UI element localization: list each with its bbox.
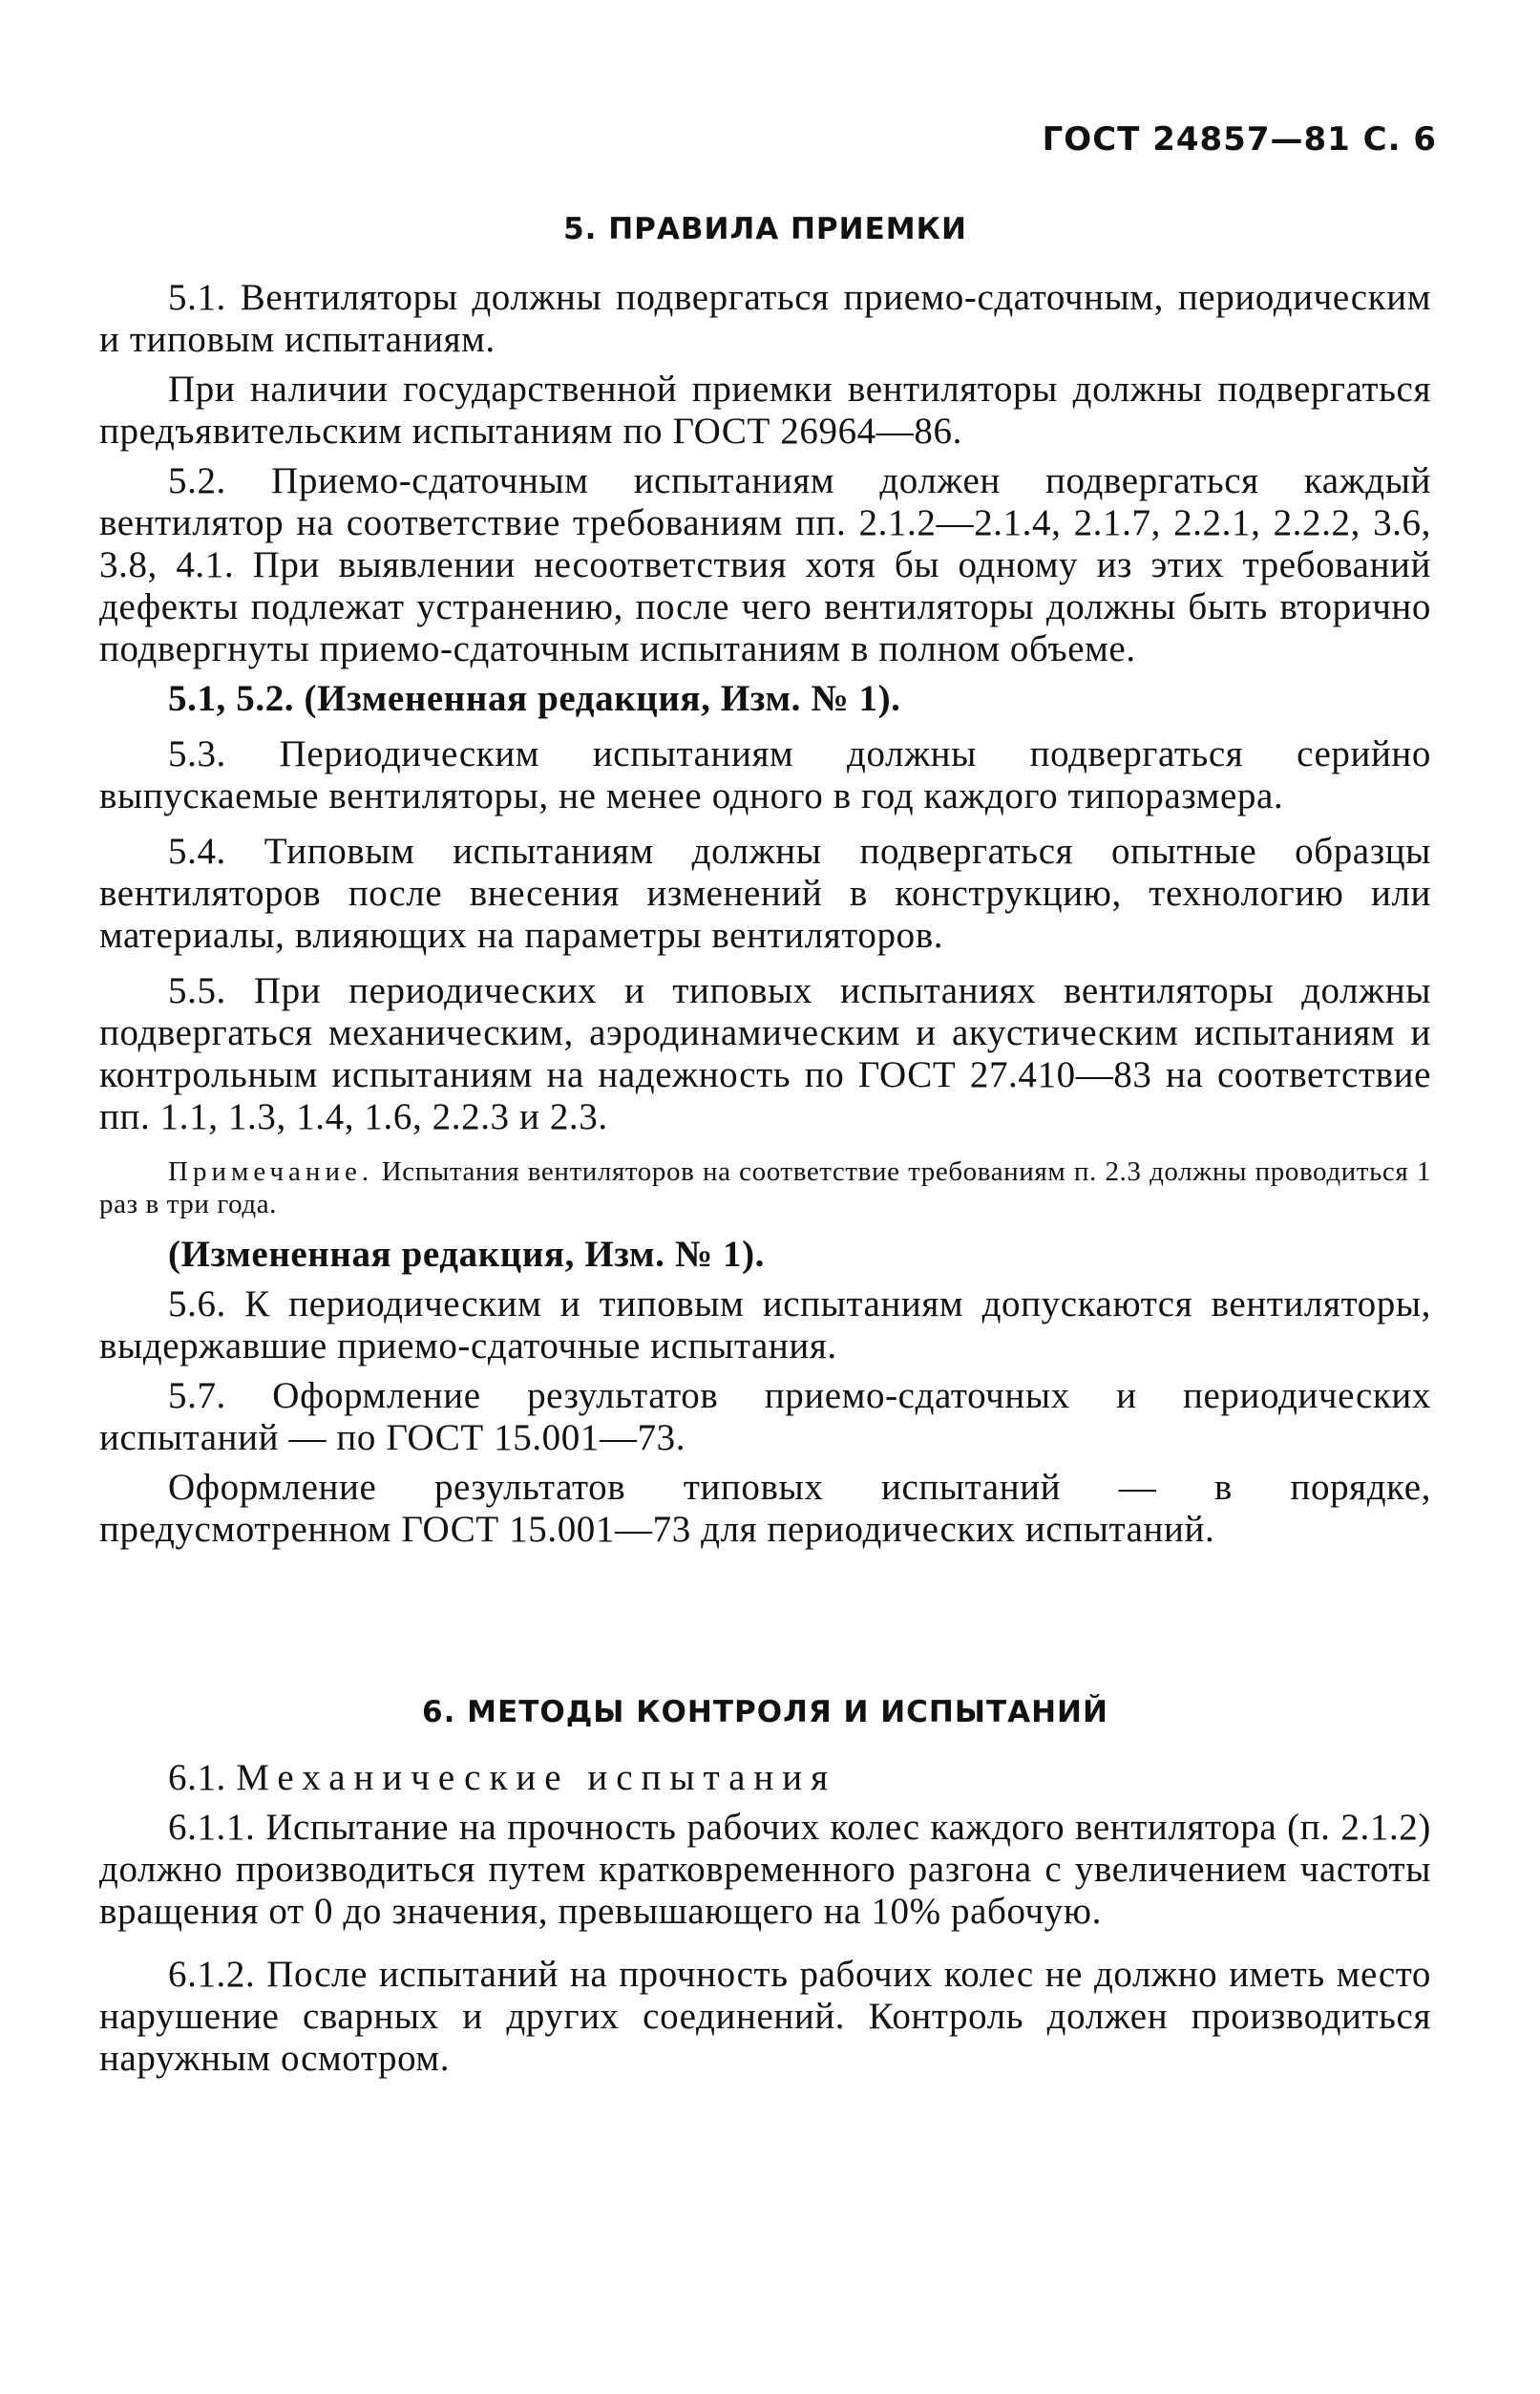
paragraph-6-1-1: 6.1.1. Испытание на прочность рабочих колес каждого вентилятора (п. 2.1.2) должно производиться путем кратковременного разгона с увеличением частоты вращения от 0 до значения, превышающего на 10% рабочую. [99, 1807, 1431, 1932]
note [99, 1155, 1431, 1220]
subsection-6-1-number: 6.1. [168, 1757, 226, 1798]
document-page [99, 0, 1437, 2394]
section-6-body [99, 1757, 1431, 2080]
section-5-title: 5. ПРАВИЛА ПРИЕМКИ [563, 212, 967, 246]
paragraph-5-2: 5.2. Приемо-сдаточным испытаниям должен подвергаться каждый вентилятор на соответствие требованиям пп. 2.1.2—2.1.4, 2.1.7, 2.2.1, 2.2.2, 3.6, 3.8, 4.1. При выявлении несоответствия хотя бы одному из этих требований дефекты подлежат устранению, после чего вентиляторы должны быть вторично подвергнуты приемо-сдаточным испытаниям в полном объеме. [99, 460, 1431, 669]
note-label: Примечание. [168, 1156, 374, 1187]
paragraph-5-amendment: 5.1, 5.2. (Измененная редакция, Изм. № 1). [168, 678, 901, 719]
paragraph-5-7: 5.7. Оформление результатов приемо-сдаточных и периодических испытаний — по ГОСТ 15.001—73. [99, 1375, 1431, 1458]
paragraph-5-1: 5.1. Вентиляторы должны подвергаться приемо-сдаточным, периодическим и типовым испытаниям. [99, 277, 1431, 360]
subsection-6-1-title: Механические испытания [236, 1757, 837, 1798]
paragraph-5-1-state: При наличии государственной приемки вентиляторы должны подвергаться предъявительским испытаниям по ГОСТ 26964—86. [99, 369, 1431, 452]
note-text: Испытания вентиляторов на соответствие требованиям п. 2.3 должны проводиться 1 раз в три года. [99, 1156, 1431, 1219]
section-6-title: 6. МЕТОДЫ КОНТРОЛЯ И ИСПЫТАНИЙ [422, 1695, 1108, 1729]
subsection-6-1-heading [99, 1757, 1431, 1799]
paragraph-6-1-2: 6.1.2. После испытаний на прочность рабочих колес не должно иметь место нарушение сварных и других соединений. Контроль должен производиться наружным осмотром. [99, 1954, 1431, 2079]
paragraph-5-7-typical: Оформление результатов типовых испытаний — в порядке, предусмотренном ГОСТ 15.001—73 для периодических испытаний. [99, 1467, 1431, 1550]
paragraph-5-5: 5.5. При периодических и типовых испытаниях вентиляторы должны подвергаться механическим, аэродинамическим и акустическим испытаниям и контрольным испытаниям на надежность по ГОСТ 27.410—83 на соответствие пп. 1.1, 1.3, 1.4, 1.6, 2.2.3 и 2.3. [99, 970, 1431, 1137]
section-5-body [99, 277, 1431, 1551]
paragraph-5-4: 5.4. Типовым испытаниям должны подвергаться опытные образцы вентиляторов после внесения изменений в конструкцию, технологию или материалы, влияющих на параметры вентиляторов. [99, 831, 1431, 956]
paragraph-5-6: 5.6. К периодическим и типовым испытаниям допускаются вентиляторы, выдержавшие приемо-сдаточные испытания. [99, 1283, 1431, 1366]
amendment: (Измененная редакция, Изм. № 1). [168, 1234, 766, 1275]
paragraph-5-3: 5.3. Периодическим испытаниям должны подвергаться серийно выпускаемые вентиляторы, не менее одного в год каждого типоразмера. [99, 733, 1431, 816]
page-header: ГОСТ 24857—81 С. 6 [1042, 120, 1437, 159]
